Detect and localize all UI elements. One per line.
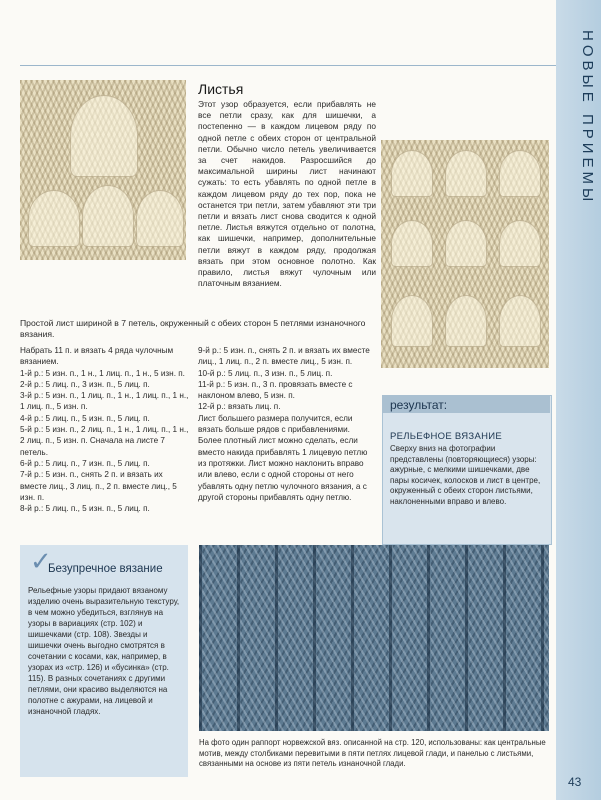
- instruction-line: 8-й р.: 5 лиц. п., 5 изн. п., 5 лиц. п.: [20, 504, 150, 514]
- leaf-swatch-photo: [20, 80, 186, 260]
- result-text: Сверху вниз на фотографии представлены (повторяющиеся) узоры: ажурные, с мелкими шишечками, две пары косичек, колосков и лист в центре, окруженный с обеих сторон листьями, наклоненными вправо и влево.: [390, 444, 541, 506]
- page-number: 43: [568, 775, 582, 789]
- instruction-line: 4-й р.: 5 лиц. п., 5 изн. п., 5 лиц. п.: [20, 413, 150, 423]
- instructions-column-2: [198, 345, 373, 503]
- tip-text: Рельефные узоры придают вязаному изделию очень выразительную текстуру, в чем можно убедиться, взглянув на узоры в вариациях (стр. 102) и шишечками (стр. 108). Звезды и шишечки очень выгодно смотрятся в сочетании с косами, как, например, в узорах из «стр. 126) и «бусинка» (стр. 115). В разных сочетаниях с другими петлями, они красиво выделяются на полотне с ажурами, на лицевой и изнаночной гладях.: [28, 586, 180, 716]
- leaves-pattern-photo: [381, 140, 549, 368]
- instruction-line: 6-й р.: 5 лиц. п., 7 изн. п., 5 лиц. п.: [20, 458, 150, 468]
- instruction-line: 10-й р.: 5 лиц. п., 3 изн. п., 5 лиц. п.: [198, 368, 333, 378]
- leaves-description: Этот узор образуется, если прибавлять не все петли сразу, как для шишечки, а постепенно — в каждом лицевом ряду по одной петле с обеих сторон от центральной петли. Обычно число петель увеличивается за счет накидов. Разросшийся до максимальной ширины лист начинают сужать: то есть убавлять по одной петле в каждом лицевом ряду до тех пор, пока не останется три петли, затем убавляют эти три петли и вязать лист снова сводится к одной петле. Листья вяжутся отдельно от полотна, как шишечки, например, дополнительные петли вяжут в каждом ряду, продолжая вязать при этом основное полотно. Как правило, листья вяжут чулочным или платочным вязанием.: [198, 99, 376, 289]
- instruction-line: 7-й р.: 5 изн. п., снять 2 п. и вязать их вместе лиц., 3 лиц. п., 2 п. вместе лиц., 5 изн. п.: [20, 470, 177, 502]
- photo-caption: На фото один раппорт норвежской вяз. описанной на стр. 120, использованы: как центральные мотив, между столбиками перевитыми в пяти петлях лицевой глади, и панелью с листьями, связанными на основе из пяти петель изнаночной глади.: [199, 738, 546, 768]
- tip-title: Безупречное вязание: [48, 563, 163, 575]
- relief-knit-photo: [199, 545, 549, 731]
- leaves-title: Листья: [198, 81, 244, 97]
- instruction-line: 12-й р.: вязать лиц. п.: [198, 402, 281, 412]
- instruction-line: Набрать 11 п. и вязать 4 ряда чулочным вязанием.: [20, 346, 174, 367]
- result-title: результат:: [390, 398, 448, 412]
- result-subtitle: РЕЛЬЕФНОЕ ВЯЗАНИЕ: [390, 431, 503, 442]
- section-title: НОВЫЕ ПРИЕМЫ: [579, 30, 596, 206]
- instruction-line: 11-й р.: 5 изн. п., 3 п. провязать вместе с наклоном влево, 5 изн. п.: [198, 379, 353, 401]
- instruction-line: 9-й р.: 5 изн. п., снять 2 п. и вязать их вместе лиц., 1 лиц. п., 2 п. вместе лиц., 5 изн. п.: [198, 346, 370, 367]
- instruction-line: 5-й р.: 5 изн. п., 2 лиц. п., 1 н., 1 лиц. п., 1 н., 2 лиц. п., 5 изн. п. Сначала на листе 7 петель.: [20, 425, 189, 457]
- instruction-line: 3-й р.: 5 изн. п., 1 лиц. п., 1 н., 1 лиц. п., 1 н., 1 лиц. п., 5 изн. п.: [20, 391, 189, 412]
- instruction-note: Лист большего размера получится, если вязать больше рядов с прибавлениями. Более плотный лист можно сделать, если вместо накида прибавлять 1 лицевую петлю из протяжки. Лист можно наклонить вправо или влево, если с одной стороны от него убавлять одну петлю чулочного вязания, а с другой стороны прибавлять одну петлю.: [198, 413, 368, 502]
- checkmark-icon: ✓: [30, 546, 52, 576]
- top-rule: [20, 65, 556, 66]
- instructions-column-1: [20, 345, 190, 514]
- instruction-line: 1-й р.: 5 изн. п., 1 н., 1 лиц. п., 1 н., 5 изн. п.: [20, 368, 185, 378]
- instruction-line: 2-й р.: 5 лиц. п., 3 изн. п., 5 лиц. п.: [20, 379, 150, 389]
- pattern-intro: Простой лист шириной в 7 петель, окруженный с обеих сторон 5 петлями изнаночного вязания.: [20, 318, 366, 339]
